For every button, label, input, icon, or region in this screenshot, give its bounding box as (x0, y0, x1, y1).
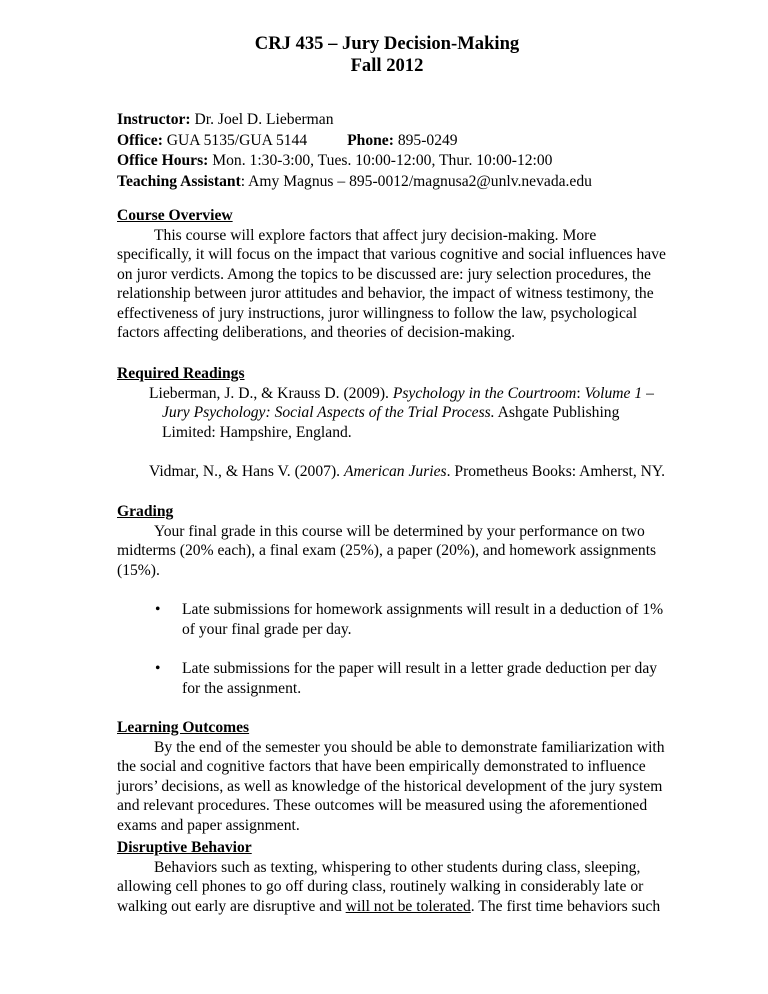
grading-text: Your final grade in this course will be determined by your performance on two midterms (20% each), a final exam (25%), a paper (20%), and homework assignments (15%). (117, 522, 657, 579)
disruptive-text-underlined: will not be tolerated (345, 897, 471, 915)
reading-reference-2 (130, 462, 673, 482)
contact-info (117, 110, 677, 192)
reference-2-publisher: . Prometheus Books: Amherst, NY. (446, 463, 666, 480)
grading-policy-list (117, 600, 673, 698)
instructor-label: Instructor: (117, 111, 191, 128)
course-overview-section (117, 206, 673, 343)
grading-section (117, 502, 673, 698)
phone-label: Phone: (347, 131, 394, 149)
office-hours-value: Mon. 1:30-3:00, Tues. 10:00-12:00, Thur. 10:00-12:00 (208, 152, 553, 170)
bullet-icon: • (155, 660, 161, 677)
required-readings-section (117, 364, 673, 482)
term-title: Fall 2012 (350, 55, 424, 76)
learning-outcomes-section (117, 718, 673, 835)
grading-heading: Grading (117, 503, 174, 520)
teaching-assistant-line (117, 172, 677, 193)
course-title: CRJ 435 – Jury Decision-Making (254, 33, 520, 54)
course-overview-text: This course will explore factors that affect jury decision-making. More specifically, it will focus on the impact that various cognitive and social influences have on juror verdicts. Among the topics to be discussed are: jury selection procedures, the relationship between juror attitudes and behavior, the impact of witness testimony, the effectiveness of jury instructions, juror willingness to follow the law, psychological factors affecting deliberations, and theories of decision-making. (117, 226, 666, 341)
ta-value: : Amy Magnus – 895-0012/magnusa2@unlv.nevada.edu (240, 172, 592, 190)
reference-2-title: American Juries (343, 463, 447, 480)
reference-2-authors: Vidmar, N., & Hans V. (2007). (149, 463, 341, 480)
instructor-line (117, 110, 677, 131)
course-overview-heading: Course Overview (117, 207, 233, 224)
phone-value: 895-0249 (393, 131, 458, 149)
instructor-value: Dr. Joel D. Lieberman (190, 111, 334, 128)
disruptive-behavior-text (117, 858, 673, 917)
disruptive-text-a: Behaviors such as texting, whispering to other students during class, sleeping, allowing cell phones to go off during class, routinely walking in considerably late or walking out early are disruptive and (117, 858, 644, 915)
required-readings-heading: Required Readings (117, 365, 245, 382)
office-label: Office: (117, 131, 163, 149)
office-hours-label: Office Hours: (117, 152, 209, 170)
ta-label: Teaching Assistant (117, 172, 241, 190)
reading-reference-1 (130, 384, 673, 443)
learning-outcomes-heading: Learning Outcomes (117, 719, 250, 736)
list-item (117, 600, 673, 639)
disruptive-text-b: . The first time behaviors such (470, 897, 661, 915)
reference-1-publisher: Ashgate Publishing Limited: Hampshire, England. (162, 404, 620, 441)
grading-bullet-text: Late submissions for the paper will result in a letter grade deduction per day for the assignment. (182, 660, 658, 697)
office-hours-line (117, 151, 677, 172)
reference-1-title-a: Psychology in the Courtroom (392, 384, 577, 402)
office-line (117, 131, 677, 152)
reference-1-title-b: Volume 1 – Jury Psychology: Social Aspects of the Trial Process. (162, 384, 654, 421)
disruptive-behavior-heading: Disruptive Behavior (117, 839, 252, 856)
office-value: GUA 5135/GUA 5144 (162, 131, 308, 149)
grading-bullet-text: Late submissions for homework assignments will result in a deduction of 1% of your final grade per day. (182, 601, 664, 638)
reference-1-authors: Lieberman, J. D., & Krauss D. (2009). (149, 384, 389, 402)
bullet-icon: • (155, 601, 161, 618)
list-item (117, 659, 673, 698)
learning-outcomes-text: By the end of the semester you should be able to demonstrate familiarization with the social and cognitive factors that have been empirically demonstrated to influence jurors’ decisions, as well as knowledge of the historical development of the jury system and relevant procedures. These outcomes will be measured using the aforementioned exams and paper assignment. (117, 738, 665, 834)
disruptive-behavior-section (117, 838, 673, 916)
reference-1-colon: : (576, 384, 581, 402)
